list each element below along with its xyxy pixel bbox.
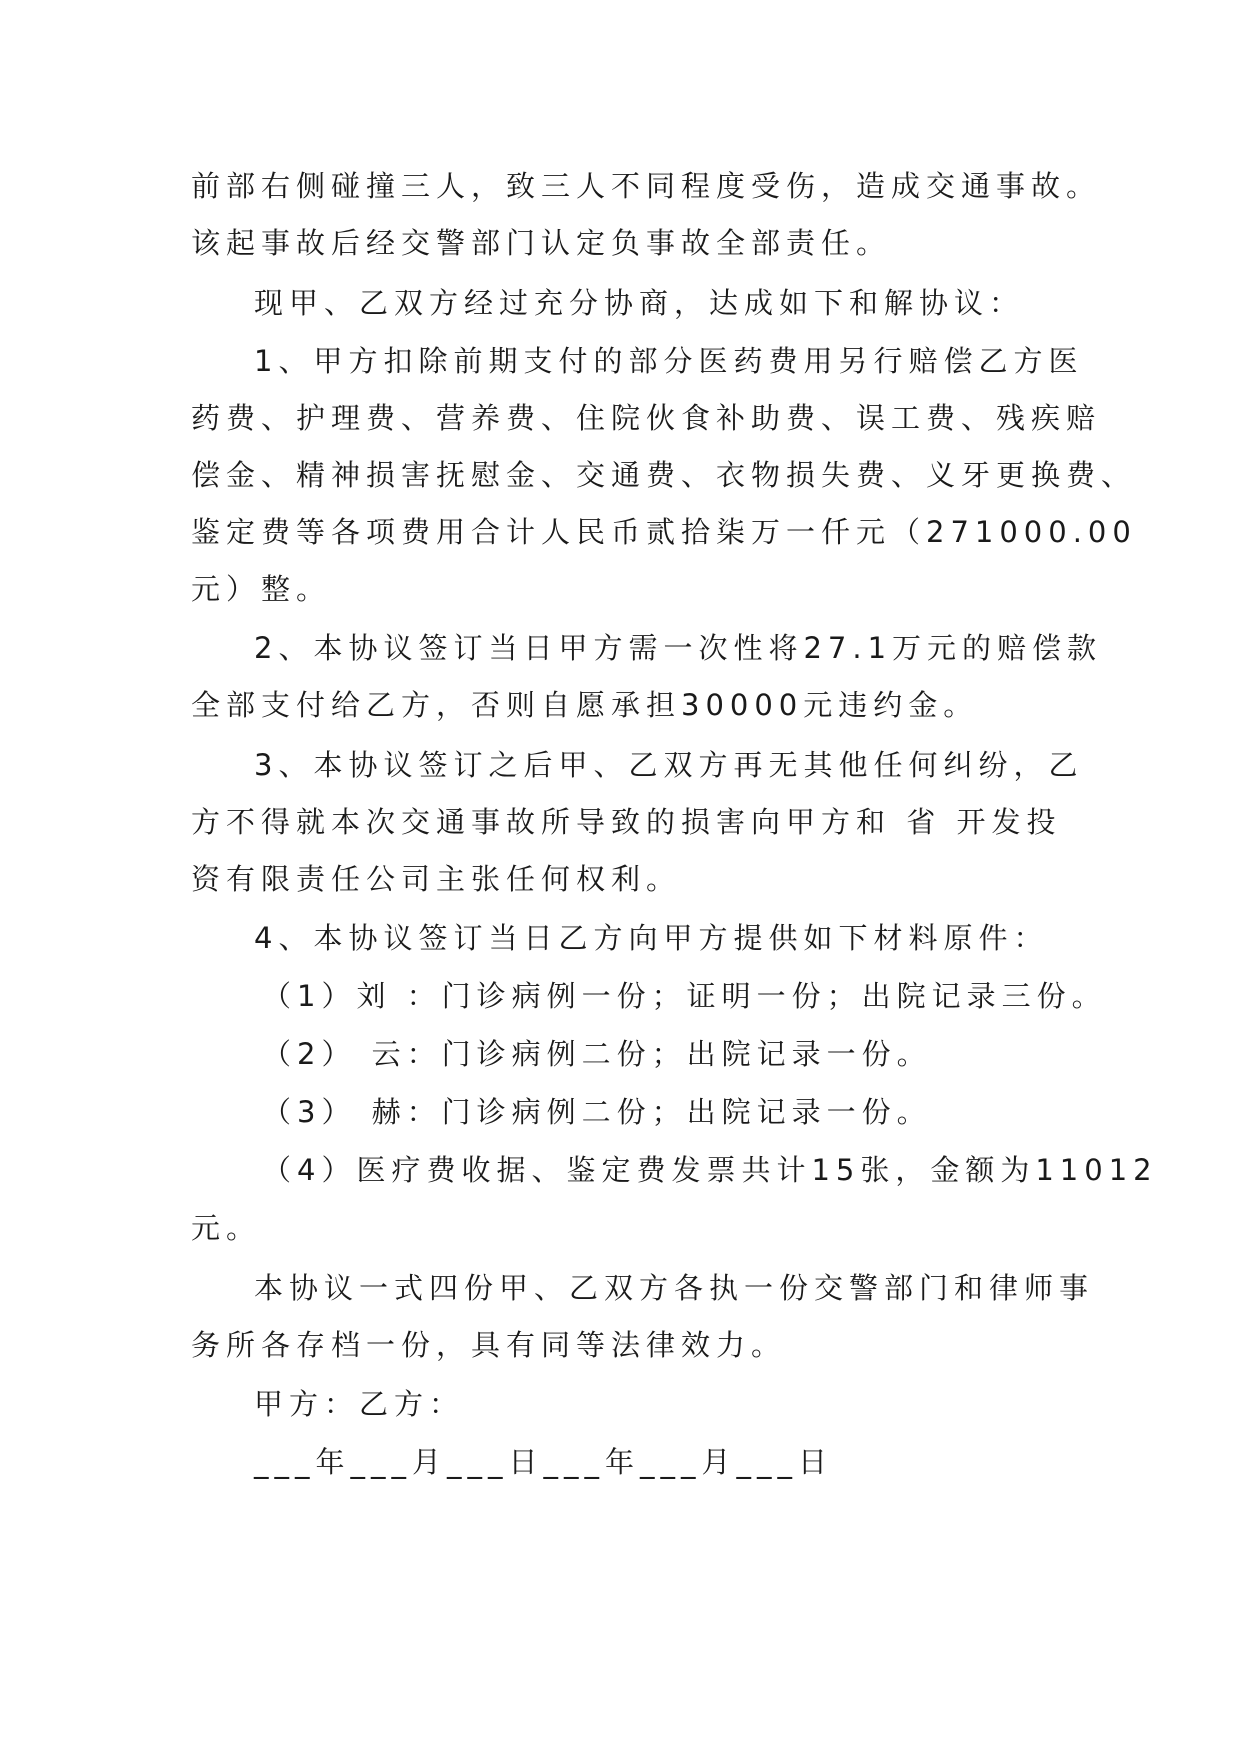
paragraph-line: 现甲、乙双方经过充分协商，达成如下和解协议： (254, 286, 1025, 320)
paragraph-line: 3、本协议签订之后甲、乙双方再无其他任何纠纷，乙 (254, 748, 1084, 782)
paragraph-line: 全部支付给乙方，否则自愿承担30000元违约金。 (191, 688, 979, 722)
list-item: （1）刘 ：门诊病例一份；证明一份；出院记录三份。 (262, 979, 1107, 1013)
paragraph-line: 4、本协议签订当日乙方向甲方提供如下材料原件： (254, 921, 1049, 955)
paragraph-line: 该起事故后经交警部门认定负事故全部责任。 (191, 226, 892, 260)
paragraph-line: 务所各存档一份，具有同等法律效力。 (191, 1328, 787, 1362)
paragraph-line: 元。 (191, 1211, 262, 1245)
list-item: （2） 云：门诊病例二份；出院记录一份。 (262, 1037, 932, 1071)
paragraph-line: 方不得就本次交通事故所导致的损害向甲方和 省 开发投 (191, 805, 1062, 839)
paragraph-line: 鉴定费等各项费用合计人民币贰拾柒万一仟元（271000.00 (191, 515, 1137, 549)
paragraph-line: 本协议一式四份甲、乙双方各执一份交警部门和律师事 (254, 1271, 1095, 1305)
paragraph-line: 元）整。 (191, 572, 332, 606)
paragraph-line: 资有限责任公司主张任何权利。 (191, 862, 682, 896)
signature-parties: 甲方：乙方： (254, 1387, 465, 1421)
paragraph-line: 2、本协议签订当日甲方需一次性将27.1万元的赔偿款 (254, 631, 1103, 665)
paragraph-line: 1、甲方扣除前期支付的部分医药费用另行赔偿乙方医 (254, 344, 1084, 378)
signature-date-line: ___年___月___日___年___月___日 (254, 1445, 834, 1479)
list-item: （3） 赫：门诊病例二份；出院记录一份。 (262, 1095, 932, 1129)
paragraph-line: 前部右侧碰撞三人，致三人不同程度受伤，造成交通事故。 (191, 169, 1102, 203)
list-item: （4）医疗费收据、鉴定费发票共计15张，金额为11012 (262, 1153, 1158, 1187)
paragraph-line: 偿金、精神损害抚慰金、交通费、衣物损失费、义牙更换费、 (191, 458, 1137, 492)
paragraph-line: 药费、护理费、营养费、住院伙食补助费、误工费、残疾赔 (191, 401, 1102, 435)
